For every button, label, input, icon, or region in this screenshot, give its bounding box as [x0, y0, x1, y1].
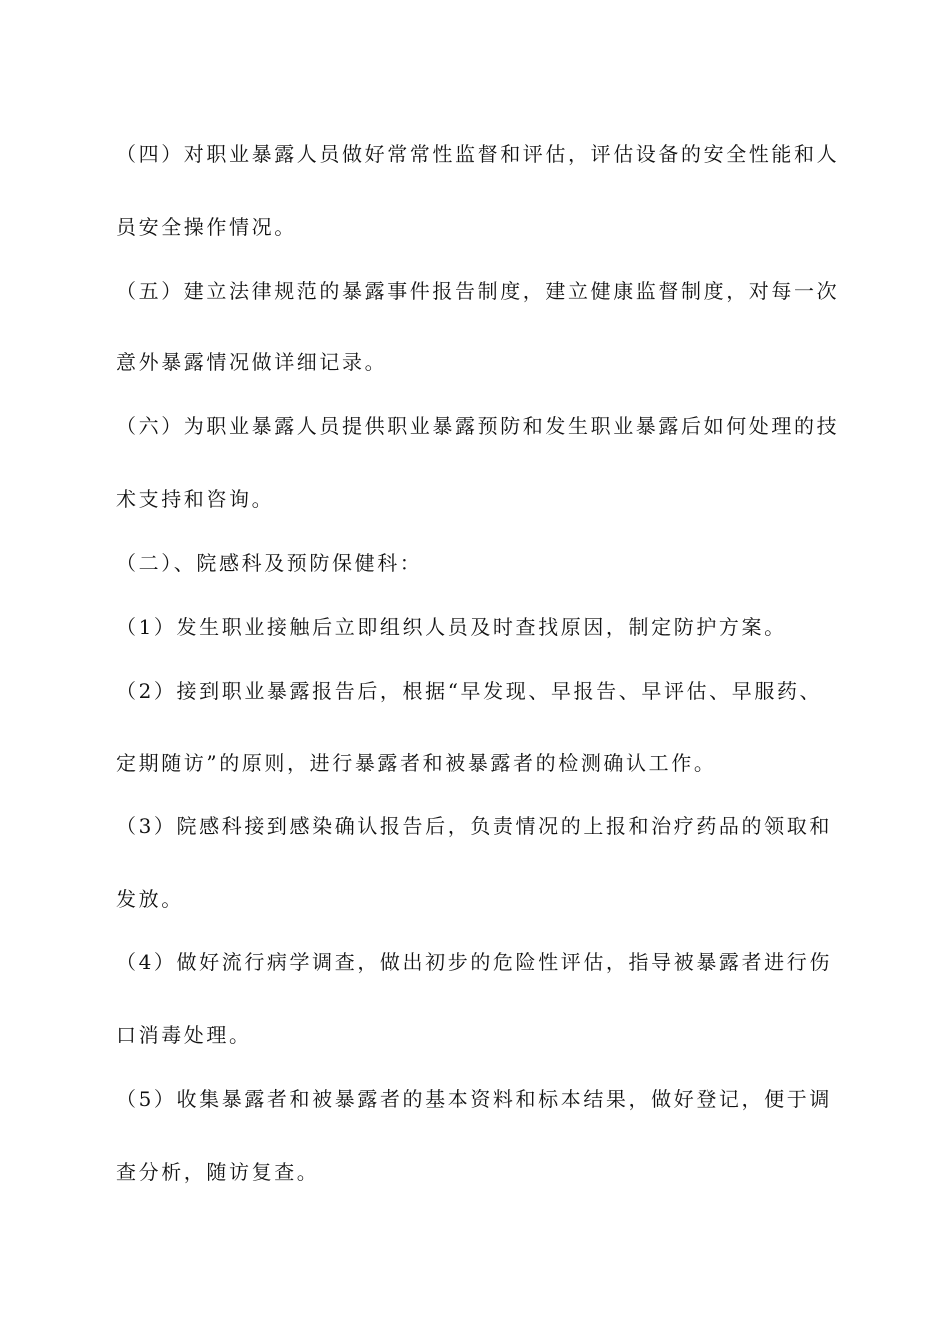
- paragraph-line: 意外暴露情况做详细记录。: [116, 350, 388, 374]
- paragraph-line: （1）发生职业接触后立即组织人员及时查找原因，制定防护方案。: [116, 615, 787, 639]
- paragraph-line: 员安全操作情况。: [116, 215, 297, 239]
- paragraph-line: （2）接到职业暴露报告后，根据“早发现、早报告、早评估、早服药、: [116, 679, 823, 703]
- paragraph-line: 术支持和咨询。: [116, 487, 275, 511]
- section-heading: （二）、院感科及预防保健科：: [116, 551, 423, 575]
- paragraph-line: （3）院感科接到感染确认报告后，负责情况的上报和治疗药品的领取和: [116, 814, 832, 838]
- paragraph-line: 定期随访”的原则，进行暴露者和被暴露者的检测确认工作。: [116, 751, 717, 775]
- paragraph-line: （四）对职业暴露人员做好常常性监督和评估，评估设备的安全性能和人: [116, 142, 840, 166]
- paragraph-line: （4）做好流行病学调查，做出初步的危险性评估，指导被暴露者进行伤: [116, 950, 832, 974]
- paragraph-line: 查分析，随访复查。: [116, 1160, 320, 1184]
- paragraph-line: （五）建立法律规范的暴露事件报告制度，建立健康监督制度，对每一次: [116, 279, 840, 303]
- paragraph-line: （六）为职业暴露人员提供职业暴露预防和发生职业暴露后如何处理的技: [116, 414, 840, 438]
- paragraph-line: 发放。: [116, 887, 184, 911]
- paragraph-line: （5）收集暴露者和被暴露者的基本资料和标本结果，做好登记，便于调: [116, 1087, 832, 1111]
- paragraph-line: 口消毒处理。: [116, 1023, 252, 1047]
